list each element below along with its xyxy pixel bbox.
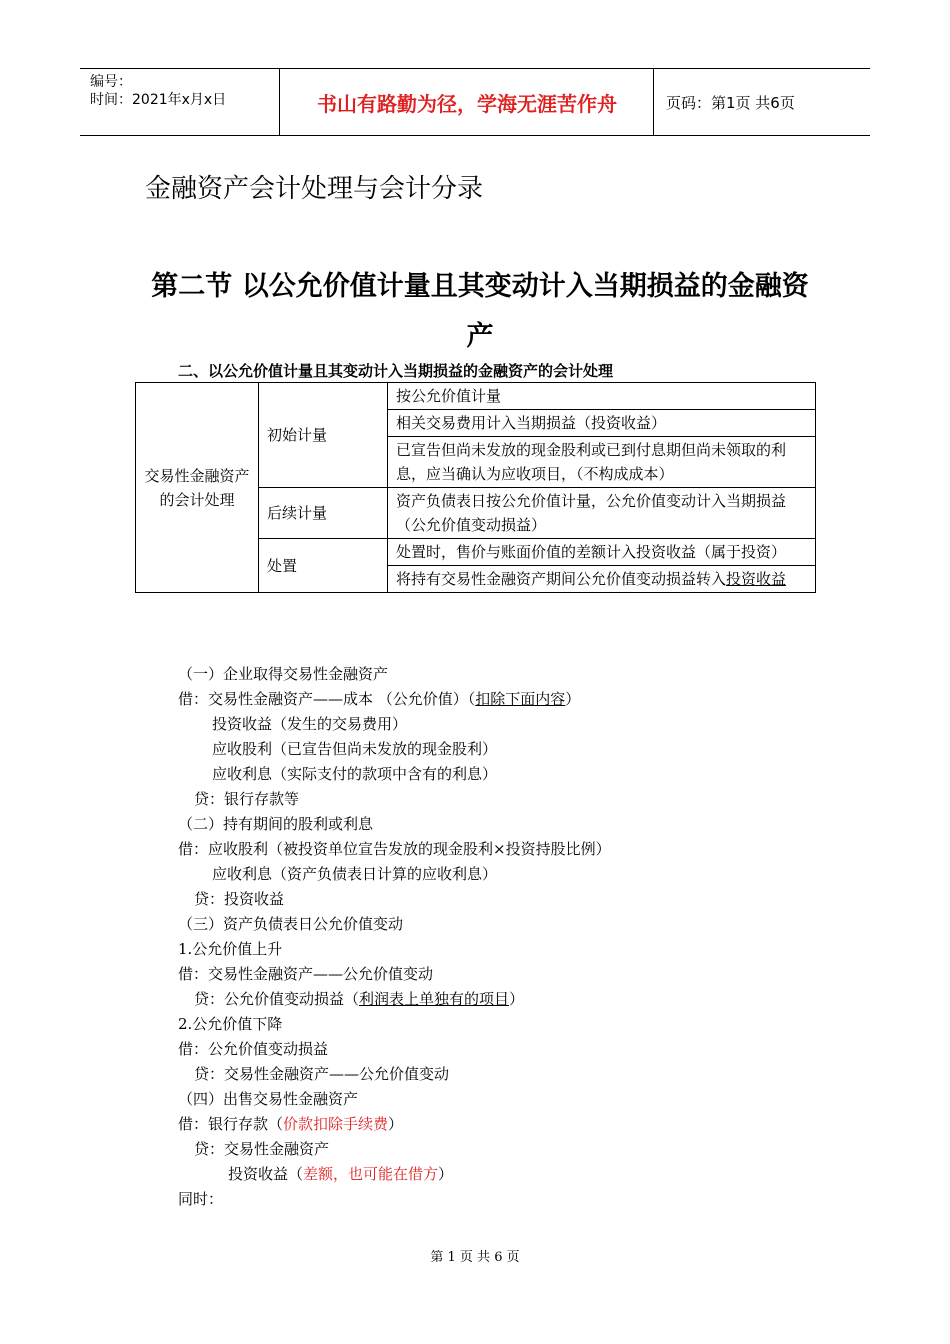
entry-section-title: （三）资产负债表日公允价值变动 — [178, 915, 404, 933]
number-label: 编号： — [90, 74, 132, 90]
table-cell: 相关交易费用计入当期损益（投资收益） — [388, 410, 816, 437]
entry-text: ） — [438, 1165, 454, 1183]
subsequent-measurement-label: 后续计量 — [259, 488, 388, 539]
journal-entries — [178, 662, 611, 1212]
header-motto: 书山有路勤为径，学海无涯苦作舟 — [281, 69, 654, 135]
entry-section-title: （一）企业取得交易性金融资产 — [178, 665, 389, 683]
entry-section-title: （二）持有期间的股利或利息 — [178, 815, 374, 833]
entry-section-title: （四）出售交易性金融资产 — [178, 1090, 359, 1108]
entry-line: 借：应收股利（被投资单位宣告发放的现金股利×投资持股比例） — [178, 840, 611, 858]
transfer-text: 将持有交易性金融资产期间公允价值变动损益转入 — [396, 570, 727, 588]
table-cell: 按公允价值计量 — [388, 383, 816, 410]
accounting-table — [135, 382, 816, 593]
document-title: 金融资产会计处理与会计分录 — [145, 174, 484, 204]
entry-note-underlined: 利润表上单独有的项目 — [359, 990, 510, 1008]
entry-line — [178, 687, 611, 712]
entry-line: 投资收益（发生的交易费用） — [212, 715, 408, 733]
section-title: 第二节 以公允价值计量且其变动计入当期损益的金融资产 — [151, 271, 809, 352]
entry-line: 借：交易性金融资产——公允价值变动 — [178, 965, 434, 983]
header-meta — [80, 69, 280, 135]
entry-text: ） — [565, 690, 581, 708]
entry-line: 应收股利（已宣告但尚未发放的现金股利） — [212, 740, 498, 758]
entry-subtitle: 2.公允价值下降 — [178, 1015, 283, 1033]
document-header — [80, 68, 870, 136]
table-cell: 资产负债表日按公允价值计量，公允价值变动计入当期损益（公允价值变动损益） — [388, 488, 816, 539]
entry-line: 借：公允价值变动损益 — [178, 1040, 329, 1058]
disposal-label: 处置 — [259, 539, 388, 593]
subheading: 二、以公允价值计量且其变动计入当期损益的金融资产的会计处理 — [178, 362, 614, 380]
table-cell — [388, 566, 816, 593]
entry-text: 借：银行存款（ — [178, 1115, 284, 1133]
entry-line — [178, 1112, 611, 1137]
entry-text: 投资收益（ — [228, 1165, 304, 1183]
entry-line: 应收利息（实际支付的款项中含有的利息） — [212, 765, 498, 783]
entry-line: 贷：银行存款等 — [194, 790, 300, 808]
header-page-info: 页码：第1页 共6页 — [666, 93, 795, 112]
page-footer: 第 1 页 共 6 页 — [430, 1250, 520, 1265]
entry-subtitle: 1.公允价值上升 — [178, 940, 283, 958]
table-cell: 已宣告但尚未发放的现金股利或已到付息期但尚未领取的利息，应当确认为应收项目，（不构成成本） — [388, 437, 816, 488]
entry-note-underlined: 扣除下面内容 — [475, 690, 566, 708]
entry-line: 应收利息（资产负债表日计算的应收利息） — [212, 865, 498, 883]
table-cell: 处置时，售价与账面价值的差额计入投资收益（属于投资） — [388, 539, 816, 566]
entry-note-red: 价款扣除手续费 — [283, 1115, 389, 1133]
entry-line: 贷：交易性金融资产 — [194, 1140, 330, 1158]
entry-line — [178, 987, 611, 1012]
initial-measurement-label: 初始计量 — [259, 383, 388, 488]
table-category: 交易性金融资产的会计处理 — [136, 383, 259, 593]
entry-text: 贷：公允价值变动损益（ — [194, 990, 360, 1008]
investment-income-underlined: 投资收益 — [726, 570, 787, 588]
entry-text: 借：交易性金融资产——成本 （公允价值）（ — [178, 690, 476, 708]
entry-line: 同时： — [178, 1190, 224, 1208]
entry-text: ） — [509, 990, 525, 1008]
entry-line: 贷：投资收益 — [194, 890, 285, 908]
entry-text: ） — [388, 1115, 404, 1133]
time-label: 时间：2021年x月x日 — [90, 92, 227, 108]
entry-line: 贷：交易性金融资产——公允价值变动 — [194, 1065, 450, 1083]
entry-note-red: 差额，也可能在借方 — [303, 1165, 439, 1183]
entry-line — [178, 1162, 611, 1187]
